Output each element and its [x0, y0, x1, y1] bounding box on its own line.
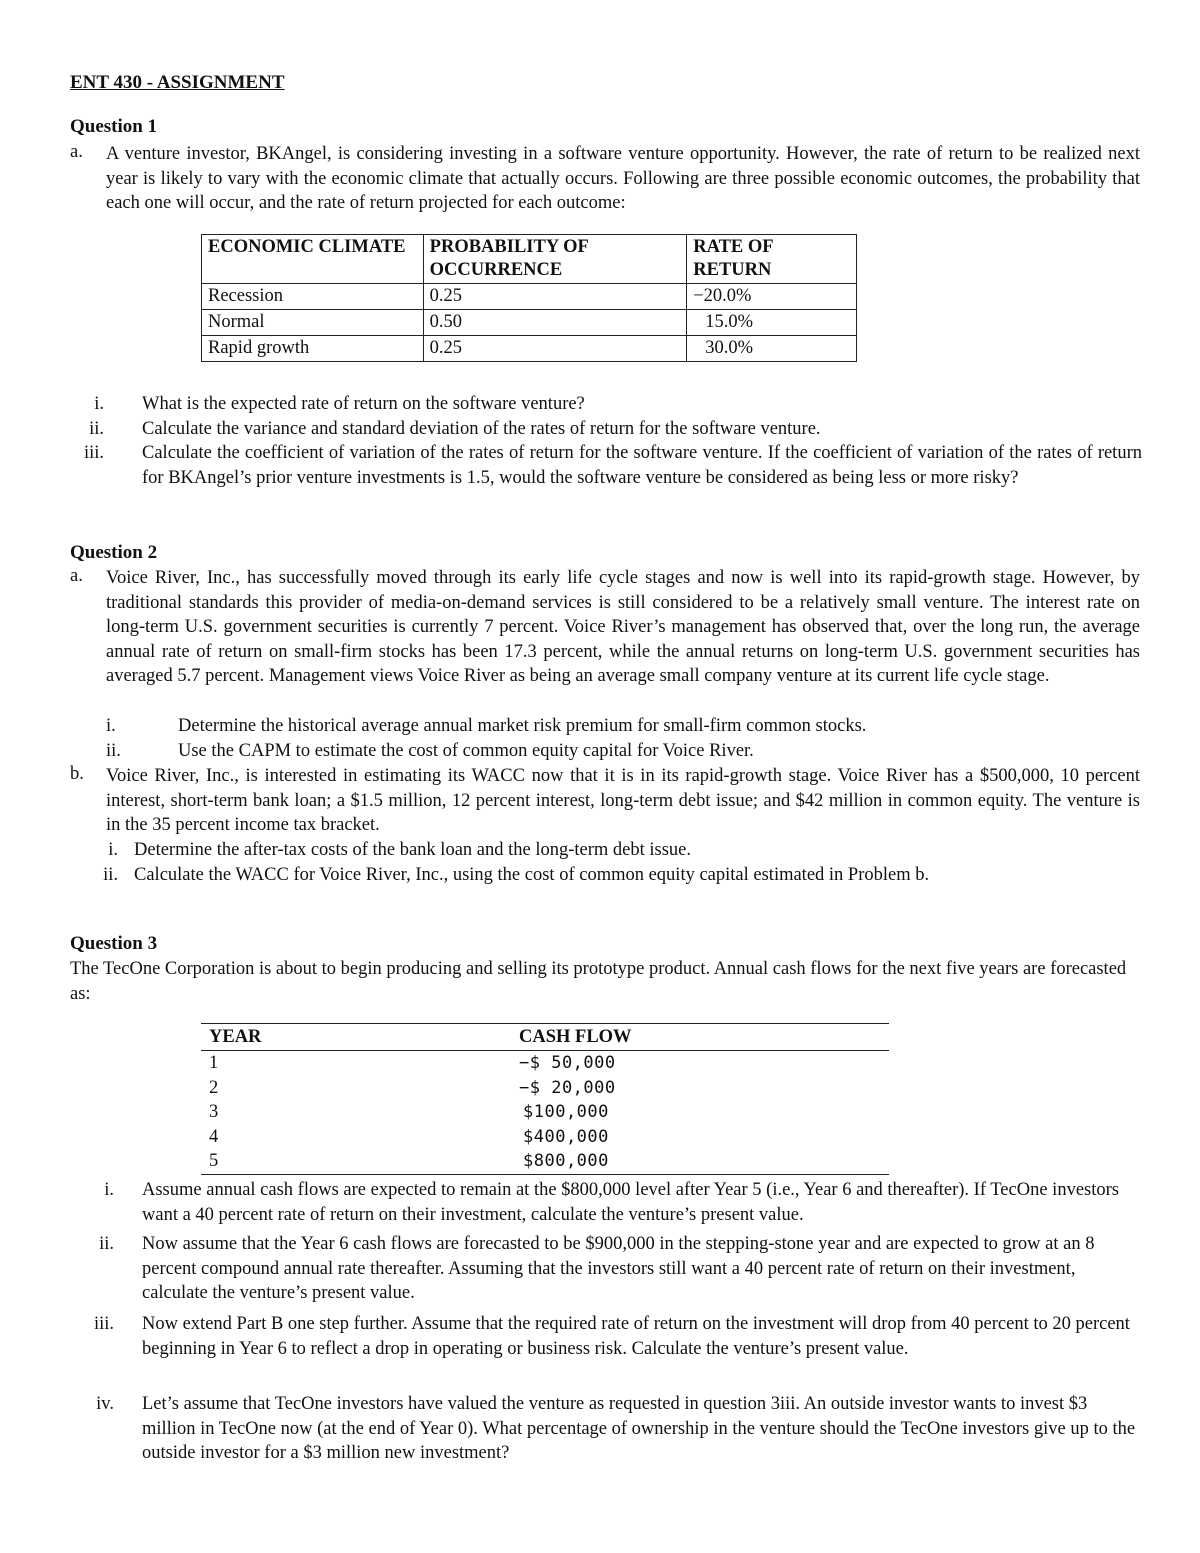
- table-cell: 3: [209, 1102, 219, 1123]
- q3-item-number: iv.: [96, 1394, 114, 1414]
- q3-intro: The TecOne Corporation is about to begin producing and selling its prototype product. Annual cash flows for the next five years are forecasted as:: [70, 959, 1127, 1004]
- cash-flow-table: [201, 1023, 889, 1175]
- header-year: YEAR: [201, 1024, 511, 1051]
- table-cell: Rapid growth: [202, 336, 424, 362]
- header-economic-climate: ECONOMIC CLIMATE: [202, 235, 424, 284]
- table-cell: Normal: [202, 310, 424, 336]
- q3-heading: Question 3: [70, 933, 158, 954]
- table-row: [202, 336, 857, 362]
- q1-a-label: a.: [70, 142, 83, 162]
- q2-a-label: a.: [70, 566, 83, 586]
- table-cell: 0.25: [423, 284, 687, 310]
- q2-b-text: Voice River, Inc., is interested in estimating its WACC now that it is in its rapid-growth stage. Voice River has a $500,000, 10 percent interest, short-term bank loan; a $1.5 million, 12 percent interest, long-term debt issue; and $42 million in common equity. The venture is in the 35 percent income tax bracket.: [106, 766, 1140, 836]
- table-row: [202, 310, 857, 336]
- q2-b-item-number: ii.: [103, 865, 118, 885]
- q2-a-item-text: Use the CAPM to estimate the cost of common equity capital for Voice River.: [178, 741, 754, 761]
- table-cell: $800,000: [511, 1149, 889, 1174]
- table-row: [201, 1076, 889, 1101]
- q2-a-text: Voice River, Inc., has successfully moved through its early life cycle stages and now is well into its rapid-growth stage. However, by traditional standards this provider of media-on-demand services is still considered to be a relatively small venture. The interest rate on long-term U.S. government securities is currently 7 percent. Voice River’s management has observed that, over the long run, the average annual rate of return on small-firm stocks has been 17.3 percent, while the annual returns on long-term U.S. government securities has averaged 5.7 percent. Management views Voice River as being an average small company venture at its current life cycle stage.: [106, 568, 1140, 687]
- table-row: [201, 1125, 889, 1150]
- q1-item-text: What is the expected rate of return on the software venture?: [142, 394, 585, 414]
- table-cell: 0.25: [423, 336, 687, 362]
- q3-item-text: Now assume that the Year 6 cash flows are forecasted to be $900,000 in the stepping-stone year and are expected to grow at an 8 percent compound annual rate thereafter. Assuming that the investors still want a 40 percent rate of return on their investment, calculate the venture’s present value.: [142, 1234, 1095, 1304]
- q2-a-item-number: ii.: [106, 741, 121, 761]
- q1-a-text: A venture investor, BKAngel, is considering investing in a software venture opportunity. However, the rate of return to be realized next year is likely to vary with the economic climate that actually occurs. Following are three possible economic outcomes, the probability that each one will occur, and the rate of return projected for each outcome:: [106, 144, 1140, 214]
- document-title: ENT 430 - ASSIGNMENT: [70, 72, 285, 93]
- q1-item-number: i.: [94, 394, 104, 414]
- table-header-row: [201, 1024, 889, 1051]
- q1-heading: Question 1: [70, 116, 158, 137]
- q3-item-text: Let’s assume that TecOne investors have valued the venture as requested in question 3iii. An outside investor wants to invest $3 million in TecOne now (at the end of Year 0). What percentage of ownership in the venture should the TecOne investors give up to the outside investor for a $3 million new investment?: [142, 1394, 1136, 1464]
- header-probability: PROBABILITY OF OCCURRENCE: [423, 235, 687, 284]
- q3-item-number: iii.: [93, 1314, 114, 1334]
- table-cell: 0.50: [423, 310, 687, 336]
- q1-item-text: Calculate the coefficient of variation of the rates of return for the software venture. If the coefficient of variation of the rates of return for BKAngel’s prior venture investments is 1.5, would the software venture be considered as being less or more risky?: [142, 443, 1142, 488]
- table-cell: 1: [209, 1053, 219, 1073]
- table-header-row: [202, 235, 857, 284]
- table-cell: 2: [209, 1077, 219, 1098]
- q2-heading: Question 2: [70, 542, 158, 563]
- table-cell: $100,000: [523, 1102, 609, 1123]
- table-cell: Recession: [202, 284, 424, 310]
- table-cell: 15.0%: [687, 310, 857, 336]
- table-cell: 30.0%: [687, 336, 857, 362]
- table-row: [201, 1100, 889, 1125]
- table-cell: −$ 50,000: [519, 1053, 616, 1073]
- q3-item-number: i.: [104, 1180, 114, 1200]
- q3-item-text: Assume annual cash flows are expected to remain at the $800,000 level after Year 5 (i.e., Year 6 and thereafter). If TecOne investors want a 40 percent rate of return on their investment, calculate the venture’s present value.: [142, 1180, 1119, 1225]
- q3-item-text: Now extend Part B one step further. Assume that the required rate of return on the investment will drop from 40 percent to 20 percent beginning in Year 6 to reflect a drop in operating or business risk. Calculate the venture’s present value.: [142, 1314, 1130, 1359]
- q2-a-item-text: Determine the historical average annual market risk premium for small-firm common stocks.: [178, 716, 867, 736]
- q2-b-item-text: Determine the after-tax costs of the bank loan and the long-term debt issue.: [134, 840, 692, 860]
- economic-climate-table: [201, 234, 857, 362]
- header-rate-of-return: RATE OF RETURN: [687, 235, 857, 284]
- q1-item-text: Calculate the variance and standard deviation of the rates of return for the software venture.: [142, 419, 821, 439]
- table-row: [202, 284, 857, 310]
- q2-b-label: b.: [70, 764, 84, 784]
- table-cell: −20.0%: [687, 284, 857, 310]
- q1-item-number: iii.: [83, 443, 104, 463]
- table-cell: 4: [209, 1126, 219, 1147]
- table-cell: −$ 20,000: [519, 1077, 616, 1098]
- table-cell: 5: [201, 1149, 511, 1174]
- q1-item-number: ii.: [89, 419, 104, 439]
- header-cash-flow: CASH FLOW: [511, 1024, 889, 1051]
- q2-a-item-number: i.: [106, 716, 116, 736]
- q2-b-item-number: i.: [108, 840, 118, 860]
- table-row: [201, 1051, 889, 1076]
- q3-item-number: ii.: [99, 1234, 114, 1254]
- q2-b-item-text: Calculate the WACC for Voice River, Inc., using the cost of common equity capital estimated in Problem b.: [134, 865, 930, 885]
- table-row: [201, 1149, 889, 1174]
- table-cell: $400,000: [523, 1126, 609, 1147]
